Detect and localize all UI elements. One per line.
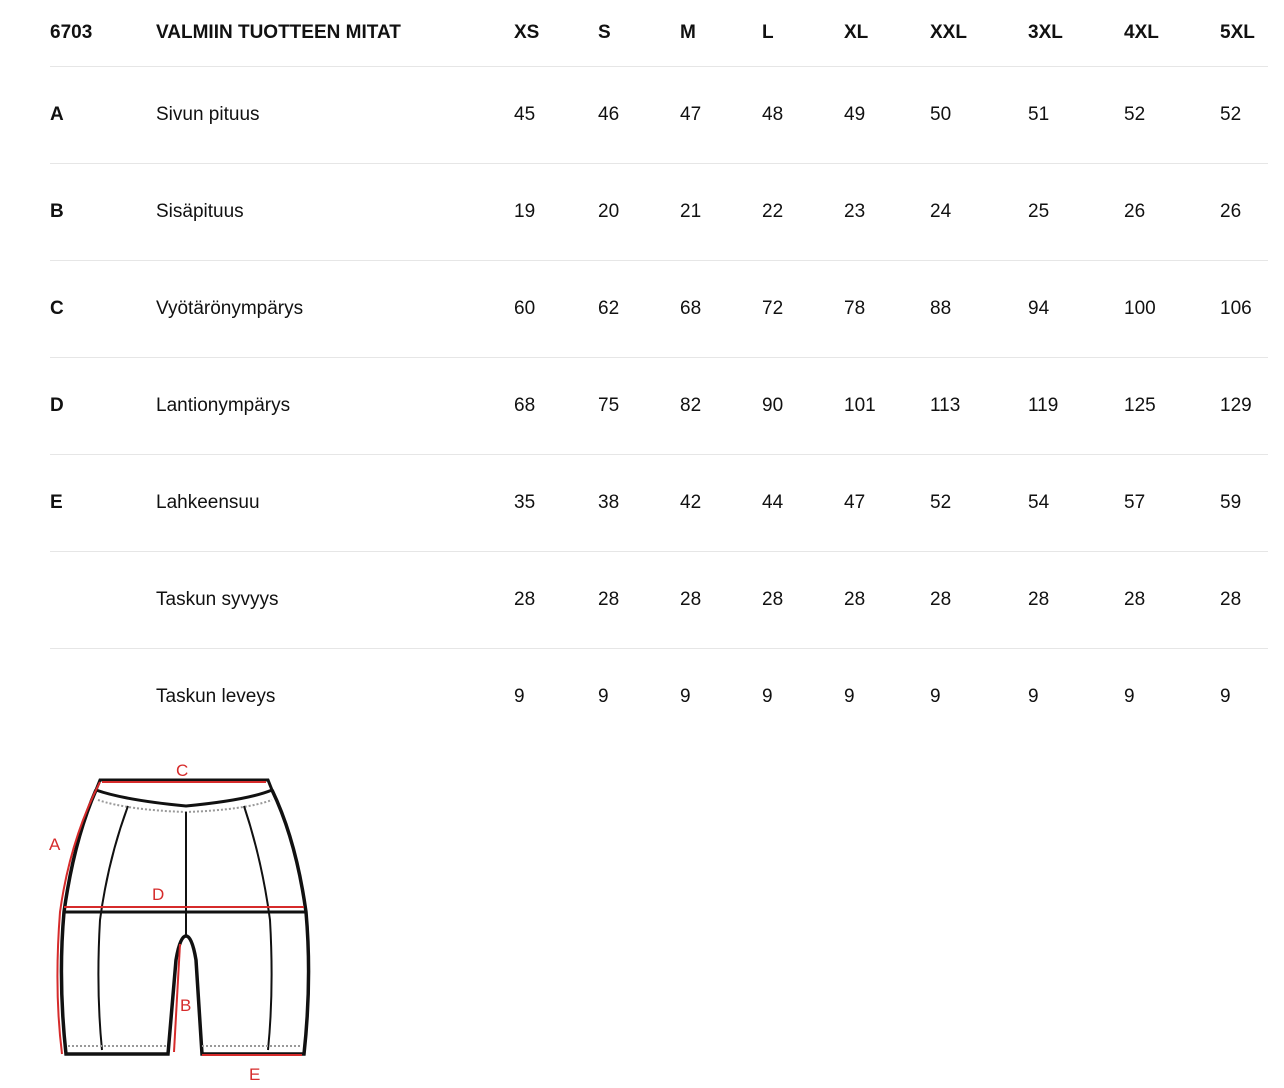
label-d: D (152, 885, 165, 904)
measurement-cell: 101 (844, 395, 876, 416)
table-row (50, 164, 1268, 261)
measurement-cell: 22 (762, 201, 784, 222)
table-row (50, 67, 1268, 164)
measurement-cell: 9 (680, 686, 691, 708)
measurement-cell: 28 (1028, 589, 1050, 610)
measurement-cell: 68 (514, 395, 536, 416)
measurement-cell: 28 (680, 589, 702, 610)
measurement-cell: 88 (930, 298, 952, 319)
measurement-cell: 52 (930, 492, 952, 513)
measurement-cell: 25 (1028, 201, 1050, 222)
measurement-cell: 19 (514, 201, 536, 222)
table-title: VALMIIN TUOTTEEN MITAT (156, 22, 401, 43)
size-header-4xl: 4XL (1124, 22, 1159, 43)
size-header-xxl: XXL (930, 22, 967, 43)
measurement-cell: 113 (930, 395, 961, 416)
label-c: C (176, 761, 189, 780)
size-header-m: M (680, 22, 696, 43)
measurement-cell: 9 (1028, 686, 1039, 708)
measurement-cell: 42 (680, 492, 702, 513)
measurement-cell: 52 (1124, 104, 1146, 125)
measurement-cell: 94 (1028, 298, 1050, 319)
size-header-l: L (762, 22, 774, 43)
measurement-cell: 46 (598, 104, 620, 125)
measurement-cell: 28 (514, 589, 536, 610)
table-body (50, 67, 1268, 746)
measurement-cell: 57 (1124, 492, 1146, 513)
measurement-cell: 125 (1124, 395, 1156, 416)
measurement-cell: 28 (1124, 589, 1146, 610)
table-row (50, 261, 1268, 358)
size-header-xl: XL (844, 22, 869, 43)
label-a: A (49, 835, 61, 854)
measurement-cell: 28 (762, 589, 784, 610)
row-code: D (50, 395, 64, 416)
measurement-cell: 60 (514, 298, 536, 319)
measurement-cell: 50 (930, 104, 952, 125)
size-header-xs: XS (514, 22, 540, 43)
row-label: Lahkeensuu (156, 492, 260, 513)
table-row (50, 358, 1268, 455)
measurement-cell: 28 (1220, 589, 1242, 610)
measurement-cell: 45 (514, 104, 536, 125)
size-chart-table (50, 0, 1268, 746)
measurement-cell: 9 (930, 686, 941, 708)
row-code (50, 649, 156, 746)
row-code: C (50, 298, 64, 319)
measurement-cell: 54 (1028, 492, 1050, 513)
measurement-cell: 52 (1220, 104, 1242, 125)
measurement-cell: 44 (762, 492, 784, 513)
product-code: 6703 (50, 22, 93, 43)
measurement-cell: 38 (598, 492, 620, 513)
size-header-3xl: 3XL (1028, 22, 1063, 43)
measurement-cell: 62 (598, 298, 620, 319)
row-code: A (50, 104, 64, 125)
row-label: Taskun leveys (156, 686, 276, 708)
row-label: Vyötärönympärys (156, 298, 304, 319)
measurement-cell: 26 (1124, 201, 1146, 222)
measurement-cell: 75 (598, 395, 620, 416)
measurement-cell: 68 (680, 298, 702, 319)
measurement-cell: 72 (762, 298, 784, 319)
measurement-cell: 9 (598, 686, 609, 708)
measurement-cell: 9 (1220, 686, 1231, 708)
measurement-cell: 48 (762, 104, 784, 125)
row-label: Sivun pituus (156, 104, 260, 125)
row-code (50, 552, 156, 649)
shorts-measurement-diagram (40, 752, 340, 1088)
measurement-cell: 9 (844, 686, 855, 708)
measurement-cell: 23 (844, 201, 866, 222)
measurement-cell: 47 (680, 104, 702, 125)
waistband-outline (96, 780, 272, 806)
measurement-cell: 9 (762, 686, 773, 708)
size-header-s: S (598, 22, 611, 43)
measurement-cell: 26 (1220, 201, 1242, 222)
table-row (50, 649, 1268, 746)
measurement-cell: 82 (680, 395, 702, 416)
row-code: E (50, 492, 63, 513)
row-code: B (50, 201, 64, 222)
measurement-cell: 106 (1220, 298, 1252, 319)
measurement-cell: 78 (844, 298, 866, 319)
right-panel-seam (244, 806, 272, 1050)
table-row (50, 455, 1268, 552)
label-e: E (249, 1065, 261, 1084)
measurement-cell: 21 (680, 201, 702, 222)
measurement-cell: 28 (844, 589, 866, 610)
measurement-cell: 129 (1220, 395, 1252, 416)
measurement-cell: 9 (1124, 686, 1135, 708)
measurement-cell: 24 (930, 201, 952, 222)
row-label: Lantionympärys (156, 395, 291, 416)
measurement-cell: 100 (1124, 298, 1156, 319)
measurement-cell: 28 (930, 589, 952, 610)
table-row (50, 552, 1268, 649)
measurement-cell: 119 (1028, 395, 1059, 416)
table-header-row (50, 0, 1268, 67)
size-header-5xl: 5XL (1220, 22, 1255, 43)
measurement-cell: 59 (1220, 492, 1242, 513)
measurement-cell: 47 (844, 492, 866, 513)
label-b: B (180, 996, 192, 1015)
row-label: Sisäpituus (156, 201, 244, 222)
measurement-cell: 9 (514, 686, 525, 708)
row-label: Taskun syvyys (156, 589, 279, 610)
measurement-cell: 49 (844, 104, 866, 125)
measurement-cell: 35 (514, 492, 536, 513)
measurement-cell: 90 (762, 395, 784, 416)
measurement-cell: 20 (598, 201, 620, 222)
measurement-cell: 51 (1028, 104, 1050, 125)
left-panel-seam (98, 806, 128, 1050)
measurement-cell: 28 (598, 589, 620, 610)
